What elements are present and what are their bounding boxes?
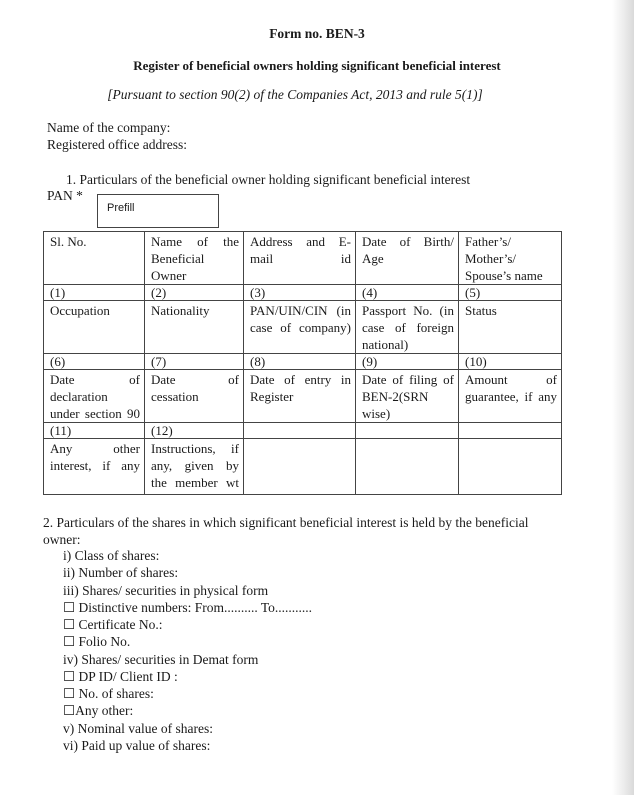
table-cell: [356, 423, 459, 439]
table-cell: [244, 423, 356, 439]
table-cell: Address and E-mail id: [244, 232, 356, 285]
form-number: Form no. BEN-3: [269, 26, 365, 41]
table-cell: Occupation: [44, 301, 145, 354]
table-row: [44, 285, 562, 301]
list-item: iv) Shares/ securities in Demat form: [63, 652, 259, 667]
table-row: [44, 370, 562, 423]
list-item: iii) Shares/ securities in physical form: [63, 583, 269, 598]
table-cell: [459, 423, 562, 439]
table-cell: Date of cessation: [145, 370, 244, 423]
table-cell: Nationality: [145, 301, 244, 354]
table-cell: PAN/UIN/CIN (in case of company): [244, 301, 356, 354]
table-cell: (8): [244, 354, 356, 370]
table-cell: (10): [459, 354, 562, 370]
table-cell: Date of entry in Register: [244, 370, 356, 423]
table-cell: Date of Birth/ Age: [356, 232, 459, 285]
list-item: ☐ Certificate No.:: [63, 617, 163, 632]
table-row: [44, 232, 562, 285]
table-cell: Instructions, if any, given by the member wt: [145, 439, 244, 495]
section1-title: 1. Particulars of the beneficial owner holding significant beneficial interest: [66, 172, 471, 187]
table-cell: (3): [244, 285, 356, 301]
list-item: ☐ Distinctive numbers: From.......... To...........: [63, 600, 313, 615]
section2-title: 2. Particulars of the shares in which significant beneficial interest is held by the beneficial: [43, 515, 529, 530]
table-cell: Date of declaration under section 90: [44, 370, 145, 423]
office-address-label: Registered office address:: [47, 137, 187, 152]
page-edge-shadow: [612, 0, 634, 795]
table-cell: [459, 439, 562, 495]
table-cell: [244, 439, 356, 495]
table-cell: Status: [459, 301, 562, 354]
table-cell: (6): [44, 354, 145, 370]
list-item: ii) Number of shares:: [63, 565, 179, 580]
list-item: i) Class of shares:: [63, 548, 160, 563]
table-cell: (2): [145, 285, 244, 301]
list-item: ☐ Folio No.: [63, 634, 131, 649]
table-row: [44, 354, 562, 370]
table-cell: Any other interest, if any: [44, 439, 145, 495]
table-cell: Sl. No.: [44, 232, 145, 285]
table-cell: (1): [44, 285, 145, 301]
list-item: ☐ DP ID/ Client ID :: [63, 669, 178, 684]
register-heading: Register of beneficial owners holding significant beneficial interest: [133, 58, 501, 73]
table-cell: Amount of guarantee, if any: [459, 370, 562, 423]
section2-title-cont: owner:: [43, 532, 81, 547]
table-cell: (5): [459, 285, 562, 301]
table-cell: Passport No. (in case of foreign national): [356, 301, 459, 354]
pursuant-note: [Pursuant to section 90(2) of the Companies Act, 2013 and rule 5(1)]: [107, 87, 483, 102]
table-cell: (9): [356, 354, 459, 370]
table-cell: [356, 439, 459, 495]
pan-label: PAN *: [47, 188, 83, 203]
table-row: [44, 439, 562, 495]
table-cell: (11): [44, 423, 145, 439]
list-item: ☐Any other:: [63, 703, 134, 718]
list-item: ☐ No. of shares:: [63, 686, 154, 701]
table-cell: Name of the Beneficial Owner: [145, 232, 244, 285]
table-row: [44, 301, 562, 354]
company-name-label: Name of the company:: [47, 120, 171, 135]
table-cell: Father’s/ Mother’s/ Spouse’s name: [459, 232, 562, 285]
table-cell: (4): [356, 285, 459, 301]
table-cell: (7): [145, 354, 244, 370]
list-item: v) Nominal value of shares:: [63, 721, 213, 736]
table-cell: (12): [145, 423, 244, 439]
table-cell: Date of filing of BEN-2(SRN wise): [356, 370, 459, 423]
prefill-button[interactable]: Prefill: [97, 194, 219, 228]
table-row: [44, 423, 562, 439]
list-item: vi) Paid up value of shares:: [63, 738, 211, 753]
beneficial-owner-table: [43, 231, 562, 495]
